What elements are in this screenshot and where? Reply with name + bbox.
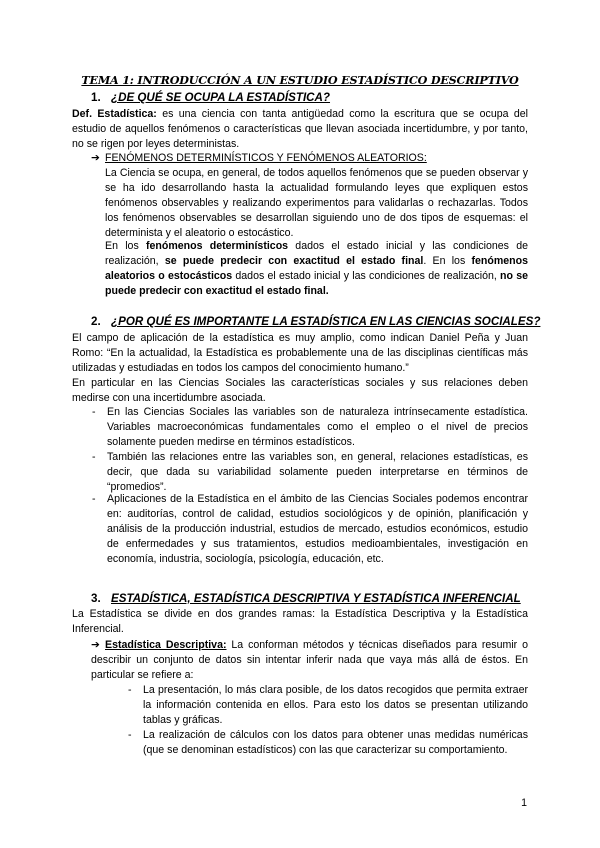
text-run: . En los [423,255,472,267]
bold-run: no se puede predecir con exactitud el estado final. [105,270,529,297]
arrow-icon: ➔ [91,639,100,651]
dash-bullet: - [128,729,132,741]
bold-run: fenómenos determinísticos [146,240,289,252]
list-item-text: En las Ciencias Sociales las variables son de naturaleza intrínsecamente estadística. Variables macroeconómicas fundamentales como el empleo o el nivel de precios solamente pueden medirse en términos estadísticos. [107,406,528,448]
list-item-text: La realización de cálculos con los datos para obtener unas medidas numéricas (que se denominan estadísticos) con las que caracterizar su comportamiento. [143,729,528,756]
paragraph-particular: En particular en las Ciencias Sociales las características sociales y sus relaciones deben medirse con una incertidumbre asociada. [72,377,528,404]
dash-bullet: - [92,406,96,418]
definition-label: Def. Estadística: [72,108,157,120]
paragraph-deterministicos [105,239,528,299]
paragraph-campo: El campo de aplicación de la estadística es muy amplio, como indican Daniel Peña y Juan Romo: “En la actualidad, la Estadística es probablemente una de las disciplinas científicas más utilizadas y estudiadas en todos los campos del conocimiento humano.” [72,332,528,374]
subheading-label: Estadística Descriptiva: [105,639,227,651]
list-item-text: También las relaciones entre las variables son, en general, relaciones estadísticas, es decir, que dada su variabilidad solamente pueden interpretarse en términos de “promedios”. [107,451,528,493]
section-number: 2. [91,315,101,328]
bold-run: se puede predecir con exactitud el estado final [164,255,424,267]
dash-bullet: - [92,493,96,505]
section-3-heading [91,592,521,605]
list-item [92,492,528,567]
subheading-descriptiva [91,638,528,683]
definition-text: es una ciencia con tanta antigüedad como la escritura que se ocupa del estudio de aquellos fenómenos o características que llevan asociada incertidumbre, y por tanto, no se rigen por leyes deterministas. [72,108,528,150]
list-item [128,728,528,758]
dash-bullet: - [128,684,132,696]
document-title: TEMA 1: INTRODUCCIÓN A UN ESTUDIO ESTADÍSTICO DESCRIPTIVO [81,73,519,87]
list-item [92,450,528,495]
subheading-text: La conforman métodos y técnicas diseñados para resumir o describir un conjunto de datos sin intentar inferir nada que vaya más allá de éstos. En particular se refiere a: [91,639,528,681]
section-title: ESTADÍSTICA, ESTADÍSTICA DESCRIPTIVA Y ESTADÍSTICA INFERENCIAL [111,592,521,605]
paragraph-ciencia: La Ciencia se ocupa, en general, de todos aquellos fenómenos que se pueden observar y se ha ido desarrollando hasta la actualidad formulando leyes que expliquen estos fenómenos observables y realizando experimentos para validarlas o rechazarlas. Todos los fenómenos observables se desarrollan siguiendo uno de dos tipos de esquemas: el determinista y el aleatorio o estocástico. [105,167,528,239]
paragraph-ramas: La Estadística se divide en dos grandes ramas: la Estadística Descriptiva y la Estadística Inferencial. [72,608,528,635]
subheading-text: FENÓMENOS DETERMINÍSTICOS Y FENÓMENOS ALEATORIOS: [105,152,427,164]
text-run: dados el estado inicial y las condiciones de realización, [105,240,529,267]
section-title: ¿POR QUÉ ES IMPORTANTE LA ESTADÍSTICA EN LAS CIENCIAS SOCIALES? [111,315,541,328]
section-number: 1. [91,91,101,104]
list-item [128,683,528,728]
page-number: 1 [521,797,527,809]
definition-paragraph [72,107,528,152]
bold-run: fenómenos aleatorios o estocásticos [105,255,528,282]
text-run: En los [105,240,146,252]
list-item-text: Aplicaciones de la Estadística en el ámbito de las Ciencias Sociales podemos encontrar en: auditorías, control de calidad, estudios sociológicos y de opinión, planificación y análisis de la producción industrial, estudios de mercado, estudios económicos, estudio de enfermedades y sus tratamientos, estudios medioambientales, investigación en economía, industria, sociología, psicología, educación, etc. [107,493,528,565]
section-2-heading [91,315,540,328]
section-title: ¿DE QUÉ SE OCUPA LA ESTADÍSTICA? [111,91,331,104]
text-run: dados el estado inicial y las condiciones de realización, [232,270,501,282]
list-item [92,405,528,450]
subheading-fenomenos [91,151,427,166]
arrow-icon: ➔ [91,152,100,164]
dash-bullet: - [92,451,96,463]
list-item-text: La presentación, lo más clara posible, de los datos recogidos que permita extraer la información contenida en ellos. Para esto los datos se presentan utilizando tablas y gráficas. [143,684,528,726]
section-1-heading [91,91,330,104]
section-number: 3. [91,592,101,605]
